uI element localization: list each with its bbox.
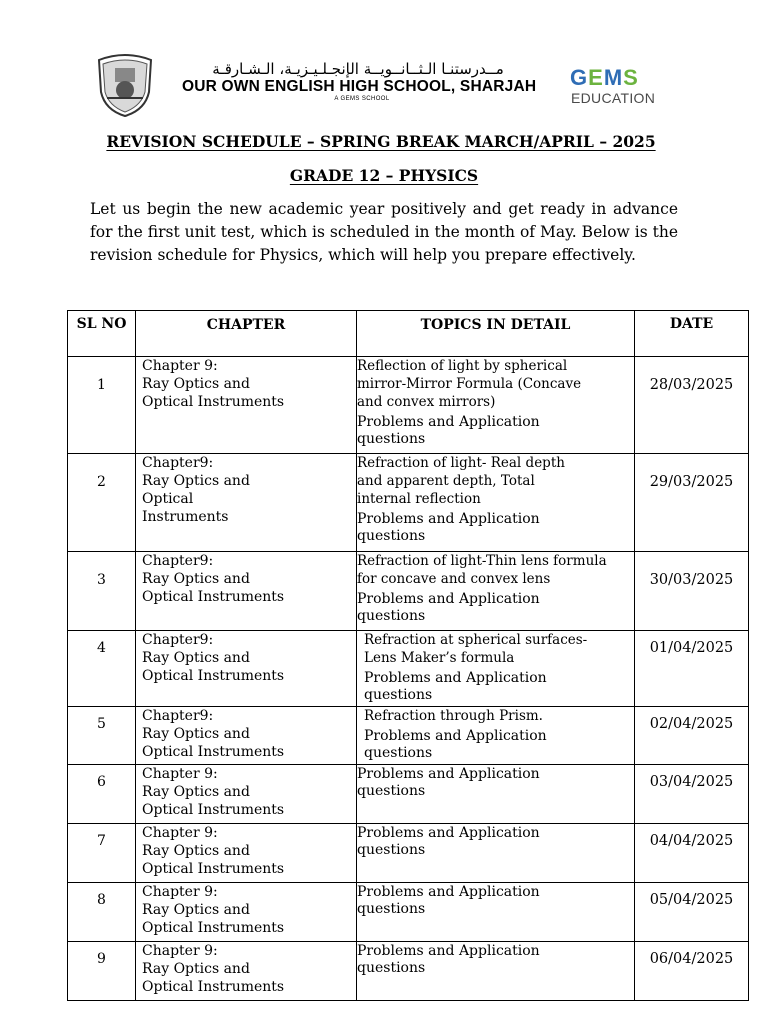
cell-date — [635, 552, 749, 631]
sl-no-value: 7 — [97, 833, 106, 849]
cell-chapter — [136, 824, 357, 883]
gems-education-label: EDUCATION — [571, 90, 656, 106]
date-value: 04/04/2025 — [649, 833, 734, 849]
cell-topics — [357, 357, 635, 454]
cell-topics — [357, 883, 635, 942]
topic-subtext: Problems and Application questions — [364, 728, 547, 761]
topic-subtext: Problems and Application questions — [357, 766, 540, 799]
cell-topics — [357, 942, 635, 1001]
cell-topics — [357, 707, 635, 765]
sl-no-value: 4 — [97, 640, 106, 656]
sl-no-value: 1 — [97, 377, 106, 393]
cell-topics — [357, 552, 635, 631]
header-date: DATE — [635, 311, 749, 357]
table-row — [68, 824, 749, 883]
topic-text: Refraction of light-Thin lens formula for concave and convex lens — [357, 553, 607, 587]
revision-schedule-table — [67, 310, 749, 1001]
cell-chapter — [136, 707, 357, 765]
date-value: 02/04/2025 — [649, 716, 734, 732]
header-topics: TOPICS IN DETAIL — [357, 311, 635, 357]
cell-chapter — [136, 454, 357, 552]
sl-no-value: 3 — [97, 572, 106, 588]
chapter-text: Chapter9: Ray Optics and Optical Instruments — [142, 632, 285, 684]
date-value: 03/04/2025 — [649, 774, 734, 790]
cell-sl-no — [68, 357, 136, 454]
table-row — [68, 357, 749, 454]
school-tagline: A GEMS SCHOOL — [334, 96, 390, 102]
chapter-text: Chapter 9: Ray Optics and Optical Instruments — [142, 884, 285, 936]
topic-subtext: Problems and Application questions — [357, 511, 540, 544]
cell-chapter — [136, 552, 357, 631]
cell-sl-no — [68, 631, 136, 707]
school-name-arabic: مــدرستنـا الـثــانــويــة الإنجـلـيـزيـة، الـشـارقـة — [212, 60, 504, 78]
cell-sl-no — [68, 942, 136, 1001]
cell-date — [635, 707, 749, 765]
topic-subtext: Problems and Application questions — [364, 670, 547, 703]
topic-subtext: Problems and Application questions — [357, 414, 540, 447]
intro-paragraph: Let us begin the new academic year positively and get ready in advance for the first unit test, which is scheduled in the month of May. Below is the revision schedule for Physics, which will help you prepare effectively. — [90, 200, 678, 264]
sl-no-value: 8 — [97, 892, 106, 908]
cell-topics — [357, 765, 635, 824]
cell-topics — [357, 631, 635, 707]
table-row — [68, 631, 749, 707]
table-row — [68, 707, 749, 765]
cell-chapter — [136, 631, 357, 707]
topic-subtext: Problems and Application questions — [357, 591, 540, 624]
cell-sl-no — [68, 552, 136, 631]
document-title: REVISION SCHEDULE – SPRING BREAK MARCH/APRIL – 2025 — [106, 132, 656, 151]
date-value: 28/03/2025 — [649, 377, 734, 393]
chapter-text: Chapter9: Ray Optics and Optical Instruments — [142, 553, 285, 605]
chapter-text: Chapter 9: Ray Optics and Optical Instruments — [142, 825, 285, 877]
cell-sl-no — [68, 824, 136, 883]
date-value: 05/04/2025 — [649, 892, 734, 908]
table-row — [68, 552, 749, 631]
date-value: 29/03/2025 — [649, 474, 734, 490]
cell-sl-no — [68, 454, 136, 552]
sl-no-value: 5 — [97, 716, 106, 732]
table-row — [68, 942, 749, 1001]
table-row — [68, 454, 749, 552]
school-crest-icon — [93, 52, 157, 118]
cell-date — [635, 454, 749, 552]
chapter-text: Chapter9: Ray Optics and Optical Instruments — [142, 455, 250, 525]
header-sl-no: SL NO — [68, 311, 136, 357]
topic-subtext: Problems and Application questions — [357, 825, 540, 858]
cell-date — [635, 942, 749, 1001]
chapter-text: Chapter 9: Ray Optics and Optical Instruments — [142, 943, 285, 995]
cell-topics — [357, 454, 635, 552]
cell-chapter — [136, 765, 357, 824]
topic-text: Refraction of light- Real depth and apparent depth, Total internal reflection — [357, 455, 565, 507]
topic-subtext: Problems and Application questions — [357, 943, 540, 976]
cell-sl-no — [68, 883, 136, 942]
chapter-text: Chapter 9: Ray Optics and Optical Instruments — [142, 766, 285, 818]
topic-text: Refraction at spherical surfaces- Lens Maker’s formula — [364, 632, 588, 666]
school-name: OUR OWN ENGLISH HIGH SCHOOL, SHARJAH — [182, 78, 537, 95]
cell-sl-no — [68, 765, 136, 824]
cell-topics — [357, 824, 635, 883]
date-value: 06/04/2025 — [649, 951, 734, 967]
sl-no-value: 6 — [97, 774, 106, 790]
chapter-text: Chapter9: Ray Optics and Optical Instruments — [142, 708, 285, 760]
topic-text: Refraction through Prism. — [364, 708, 543, 724]
table-header-row — [68, 311, 749, 357]
cell-chapter — [136, 883, 357, 942]
date-value: 01/04/2025 — [649, 640, 734, 656]
table-row — [68, 765, 749, 824]
gems-logo — [570, 66, 672, 88]
cell-chapter — [136, 942, 357, 1001]
sl-no-value: 2 — [97, 474, 106, 490]
header-chapter: CHAPTER — [136, 311, 357, 357]
topic-text: Reflection of light by spherical mirror-Mirror Formula (Concave and convex mirrors) — [357, 358, 582, 410]
chapter-text: Chapter 9: Ray Optics and Optical Instruments — [142, 358, 285, 410]
sl-no-value: 9 — [97, 951, 106, 967]
topic-subtext: Problems and Application questions — [357, 884, 540, 917]
cell-date — [635, 824, 749, 883]
cell-date — [635, 883, 749, 942]
cell-chapter — [136, 357, 357, 454]
cell-date — [635, 631, 749, 707]
cell-date — [635, 357, 749, 454]
svg-text:GEMS: GEMS — [570, 66, 639, 88]
document-subtitle: GRADE 12 – PHYSICS — [289, 166, 479, 185]
table-row — [68, 883, 749, 942]
cell-date — [635, 765, 749, 824]
cell-sl-no — [68, 707, 136, 765]
document-header — [0, 0, 768, 120]
date-value: 30/03/2025 — [649, 572, 734, 588]
